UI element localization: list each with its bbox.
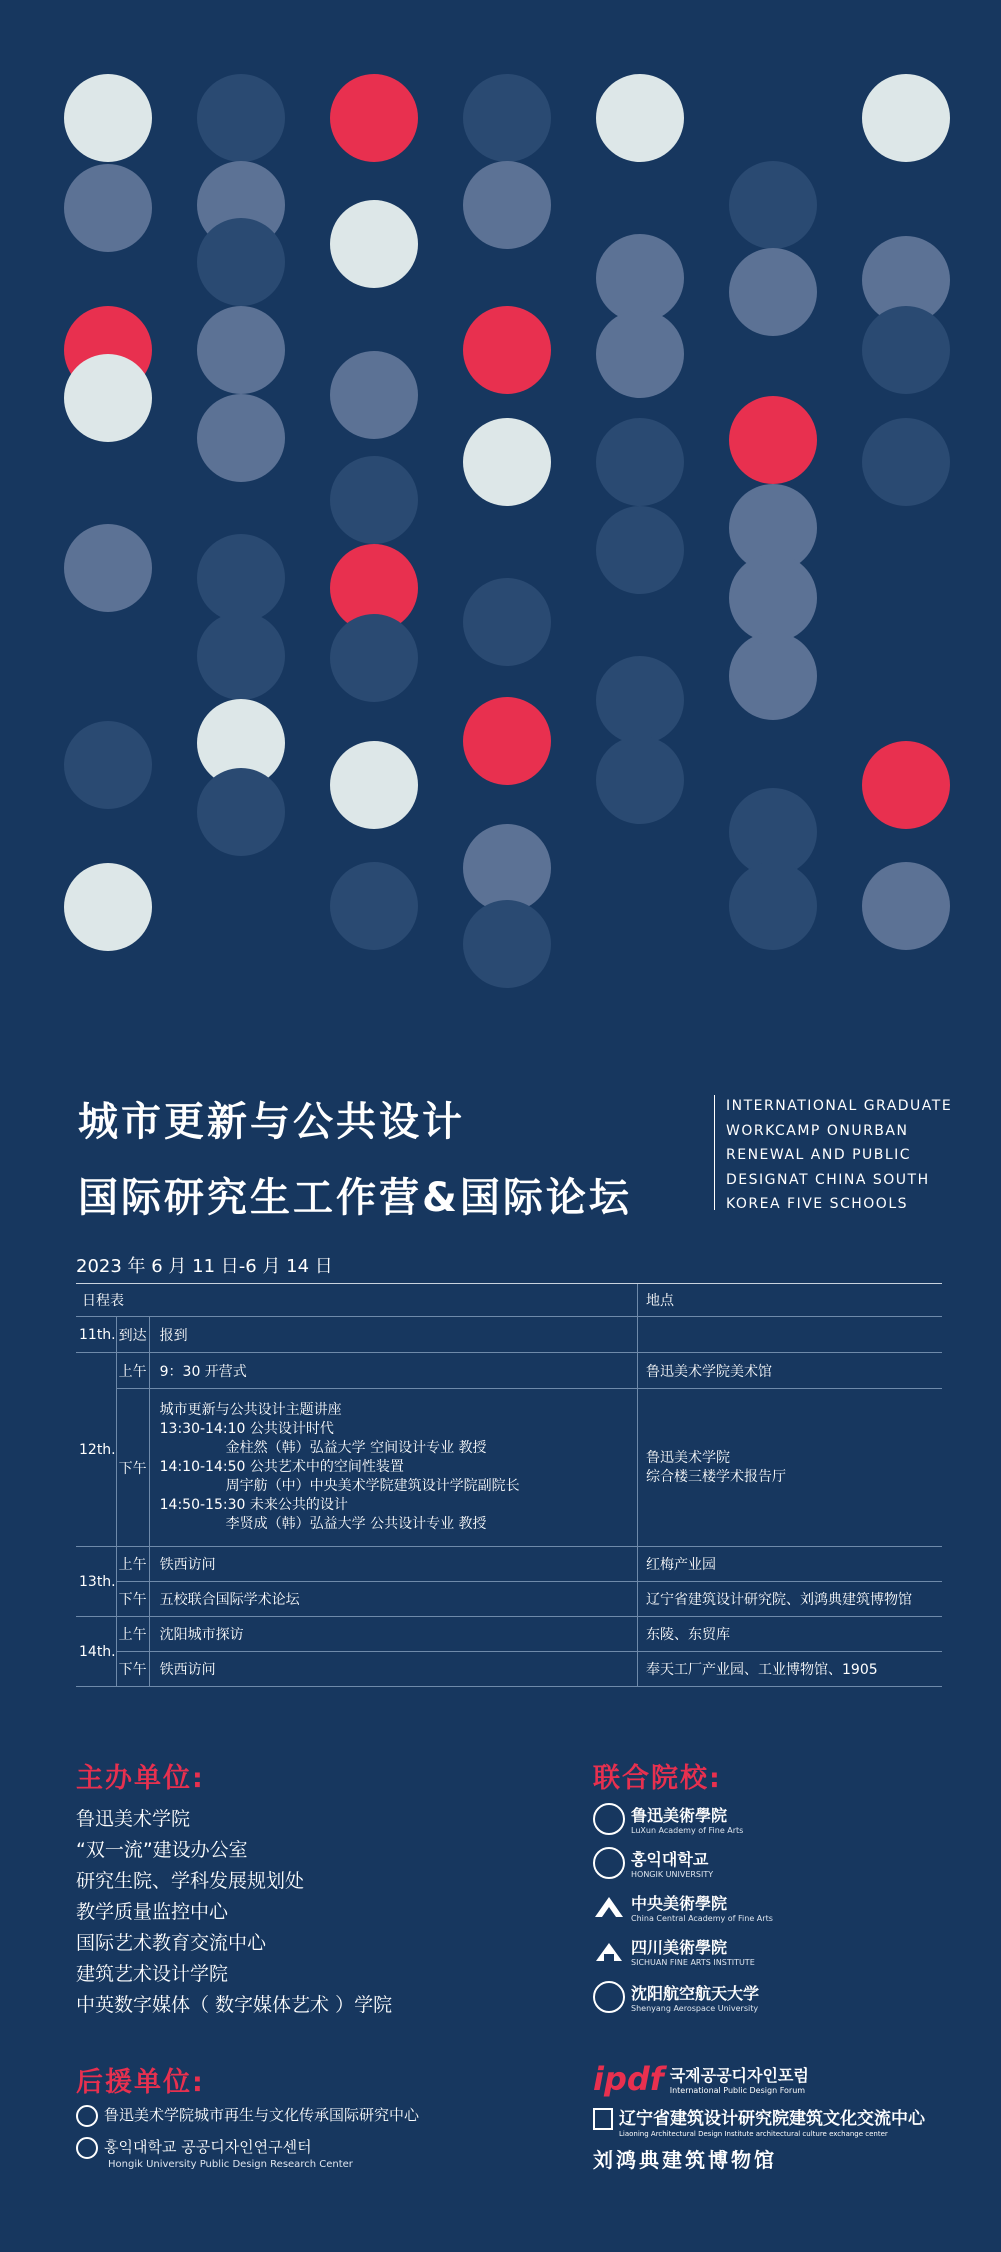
table-row bbox=[76, 1389, 942, 1547]
decor-dot bbox=[463, 161, 551, 249]
list-item: 中英数字媒体（ 数字媒体艺术 ）学院 bbox=[76, 1994, 393, 2016]
decor-dot bbox=[862, 741, 950, 829]
list-item: 国际艺术教育交流中心 bbox=[76, 1932, 267, 1954]
decor-dot bbox=[197, 612, 285, 700]
forum-sub: International Public Design Forum bbox=[669, 2086, 806, 2095]
list-item: 建筑艺术设计学院 bbox=[76, 1963, 229, 1985]
decor-dot bbox=[197, 306, 285, 394]
decor-dot bbox=[596, 506, 684, 594]
header-location: 地点 bbox=[638, 1284, 943, 1317]
decor-dot bbox=[197, 534, 285, 622]
institute-logo bbox=[593, 2104, 925, 2138]
decor-dot bbox=[64, 74, 152, 162]
table-row bbox=[76, 1617, 942, 1652]
event-cell: 报到 bbox=[149, 1317, 637, 1353]
supporter-1-name: 鲁迅美术学院城市再生与文化传承国际研究中心 bbox=[104, 2106, 420, 2124]
partner-logo-cafa bbox=[593, 1891, 773, 1923]
decor-dot bbox=[729, 161, 817, 249]
english-title: INTERNATIONAL GRADUATE WORKCAMP ONURBAN RENEWAL AND PUBLIC DESIGNAT CHINA SOUTH KOREA FIVE SCHOOLS bbox=[726, 1098, 953, 1212]
decor-dot bbox=[862, 418, 950, 506]
location-line: 鲁迅美术学院 bbox=[646, 1449, 730, 1466]
partner-logo-sichuan bbox=[593, 1935, 755, 1967]
supporter-1 bbox=[76, 2104, 419, 2127]
organizers-heading: 主办单位: bbox=[76, 1763, 205, 1794]
list-item: “双一流”建设办公室 bbox=[76, 1839, 248, 1861]
table-row bbox=[76, 1547, 942, 1582]
supporter-2-english: Hongik University Public Design Research Center bbox=[108, 2158, 353, 2170]
aerospace-emblem-icon bbox=[593, 1981, 625, 2013]
table-row bbox=[76, 1353, 942, 1389]
decor-dot bbox=[64, 164, 152, 252]
decor-dot bbox=[596, 310, 684, 398]
decor-dot bbox=[862, 862, 950, 950]
cafa-emblem-icon bbox=[593, 1891, 625, 1923]
decor-dot bbox=[330, 741, 418, 829]
event-cell: 铁西访问 bbox=[149, 1652, 637, 1687]
decor-dot bbox=[330, 456, 418, 544]
partner-sub: SICHUAN FINE ARTS INSTITUTE bbox=[631, 1958, 755, 1967]
dot-pattern bbox=[0, 0, 1001, 1000]
decor-dot bbox=[596, 736, 684, 824]
decor-dot bbox=[862, 306, 950, 394]
supporters-heading: 后援单位: bbox=[76, 2067, 205, 2098]
hongik-emblem-icon bbox=[76, 2137, 98, 2159]
period-label: 上午 bbox=[116, 1617, 149, 1652]
decor-dot bbox=[463, 578, 551, 666]
schedule-table bbox=[76, 1283, 942, 1687]
decor-dot bbox=[463, 824, 551, 912]
location-cell: 东陵、东贸库 bbox=[638, 1617, 943, 1652]
partner-name: 홍익대학교 bbox=[631, 1850, 709, 1869]
partner-name: 沈阳航空航天大学 bbox=[631, 1984, 760, 2003]
location-cell: 辽宁省建筑设计研究院、刘鸿典建筑博物馆 bbox=[638, 1582, 943, 1617]
decor-dot bbox=[64, 863, 152, 951]
table-row bbox=[76, 1582, 942, 1617]
decor-dot bbox=[463, 306, 551, 394]
decor-dot bbox=[596, 656, 684, 744]
decor-dot bbox=[64, 524, 152, 612]
period-label: 下午 bbox=[116, 1389, 149, 1547]
partner-name: 鲁迅美術學院 bbox=[631, 1806, 728, 1825]
organizers-list bbox=[76, 1804, 392, 2021]
decor-dot bbox=[197, 74, 285, 162]
decor-dot bbox=[729, 554, 817, 642]
decor-dot bbox=[729, 632, 817, 720]
decor-dot bbox=[330, 200, 418, 288]
partner-sub: Shenyang Aerospace University bbox=[631, 2004, 759, 2013]
decor-dot bbox=[596, 74, 684, 162]
title-line-1: 城市更新与公共设计 bbox=[78, 1099, 465, 1145]
decor-dot bbox=[330, 862, 418, 950]
header-schedule: 日程表 bbox=[76, 1284, 638, 1317]
partner-logo-hongik bbox=[593, 1847, 713, 1879]
day-label: 11th. bbox=[76, 1317, 116, 1353]
supporter-2 bbox=[76, 2136, 353, 2170]
decor-dot bbox=[463, 74, 551, 162]
event-date: 2023 年 6 月 11 日-6 月 14 日 bbox=[76, 1256, 333, 1277]
decor-dot bbox=[64, 721, 152, 809]
event-cell: 9：30 开营式 bbox=[149, 1353, 637, 1389]
title-divider bbox=[714, 1095, 715, 1210]
table-row bbox=[76, 1652, 942, 1687]
title-line-2: 国际研究生工作营&国际论坛 bbox=[78, 1175, 632, 1221]
partner-sub: China Central Academy of Fine Arts bbox=[631, 1914, 773, 1923]
institute-name: 辽宁省建筑设计研究院建筑文化交流中心 bbox=[619, 2109, 925, 2129]
decor-dot bbox=[463, 418, 551, 506]
decor-dot bbox=[330, 351, 418, 439]
decor-dot bbox=[330, 74, 418, 162]
day-label: 12th. bbox=[76, 1353, 116, 1547]
institute-emblem-icon bbox=[593, 2108, 613, 2130]
location-cell: 红梅产业园 bbox=[638, 1547, 943, 1582]
partner-sub: LuXun Academy of Fine Arts bbox=[631, 1826, 744, 1835]
museum-name: 刘鸿典建筑博物馆 bbox=[593, 2148, 777, 2172]
decor-dot bbox=[596, 234, 684, 322]
period-label: 到达 bbox=[116, 1317, 149, 1353]
list-item: 教学质量监控中心 bbox=[76, 1901, 229, 1923]
supporter-2-name: 홍익대학교 공공디자인연구센터 bbox=[104, 2138, 312, 2156]
lecture-line: 李贤成（韩）弘益大学 公共设计专业 教授 bbox=[225, 1516, 487, 1532]
forum-logo bbox=[593, 2060, 809, 2098]
list-item: 鲁迅美术学院 bbox=[76, 1808, 191, 1830]
location-line: 综合楼三楼学术报告厅 bbox=[646, 1468, 786, 1485]
period-label: 下午 bbox=[116, 1652, 149, 1687]
period-label: 下午 bbox=[116, 1582, 149, 1617]
event-cell: 五校联合国际学术论坛 bbox=[149, 1582, 637, 1617]
decor-dot bbox=[64, 354, 152, 442]
table-row bbox=[76, 1317, 942, 1353]
list-item: 研究生院、学科发展规划处 bbox=[76, 1870, 305, 1892]
decor-dot bbox=[197, 768, 285, 856]
period-label: 上午 bbox=[116, 1547, 149, 1582]
hongik-emblem-icon bbox=[593, 1847, 625, 1879]
forum-name: 국제공공디자인포럼 bbox=[669, 2066, 809, 2085]
location-cell: 鲁迅美术学院美术馆 bbox=[638, 1353, 943, 1389]
decor-dot bbox=[330, 614, 418, 702]
partner-logo-luxun bbox=[593, 1803, 743, 1835]
forum-mark: ipdf bbox=[593, 2060, 664, 2098]
location-cell bbox=[638, 1317, 943, 1353]
decor-dot bbox=[729, 248, 817, 336]
event-cell: 沈阳城市探访 bbox=[149, 1617, 637, 1652]
event-cell: 铁西访问 bbox=[149, 1547, 637, 1582]
lecture-line: 周宇舫（中）中央美术学院建筑设计学院副院长 bbox=[225, 1478, 520, 1494]
decor-dot bbox=[197, 394, 285, 482]
lu-xun-emblem-icon bbox=[76, 2105, 98, 2127]
partners-heading: 联合院校: bbox=[593, 1763, 722, 1794]
institute-sub: Liaoning Architectural Design Institute architectural culture exchange center bbox=[619, 2130, 888, 2138]
lecture-line: 金柱然（韩）弘益大学 空间设计专业 教授 bbox=[225, 1440, 487, 1456]
luxun-emblem-icon bbox=[593, 1803, 625, 1835]
period-label: 上午 bbox=[116, 1353, 149, 1389]
partner-name: 中央美術學院 bbox=[631, 1894, 728, 1913]
location-cell bbox=[638, 1389, 943, 1547]
lecture-line: 城市更新与公共设计主题讲座 bbox=[159, 1402, 342, 1418]
lecture-cell bbox=[149, 1389, 637, 1547]
decor-dot bbox=[729, 862, 817, 950]
location-cell: 奉天工厂产业园、工业博物馆、1905 bbox=[638, 1652, 943, 1687]
decor-dot bbox=[862, 74, 950, 162]
partner-sub: HONGIK UNIVERSITY bbox=[631, 1870, 714, 1879]
partner-logo-shenyang-aerospace bbox=[593, 1981, 759, 2013]
partner-name: 四川美術學院 bbox=[631, 1938, 728, 1957]
decor-dot bbox=[463, 900, 551, 988]
sichuan-emblem-icon bbox=[593, 1935, 625, 1967]
lecture-line: 14:50-15:30 未来公共的设计 bbox=[159, 1497, 348, 1513]
day-label: 13th. bbox=[76, 1547, 116, 1617]
decor-dot bbox=[596, 418, 684, 506]
lecture-line: 13:30-14:10 公共设计时代 bbox=[159, 1421, 334, 1437]
decor-dot bbox=[197, 218, 285, 306]
decor-dot bbox=[463, 697, 551, 785]
decor-dot bbox=[729, 396, 817, 484]
day-label: 14th. bbox=[76, 1617, 116, 1687]
lecture-line: 14:10-14:50 公共艺术中的空间性装置 bbox=[159, 1459, 404, 1475]
